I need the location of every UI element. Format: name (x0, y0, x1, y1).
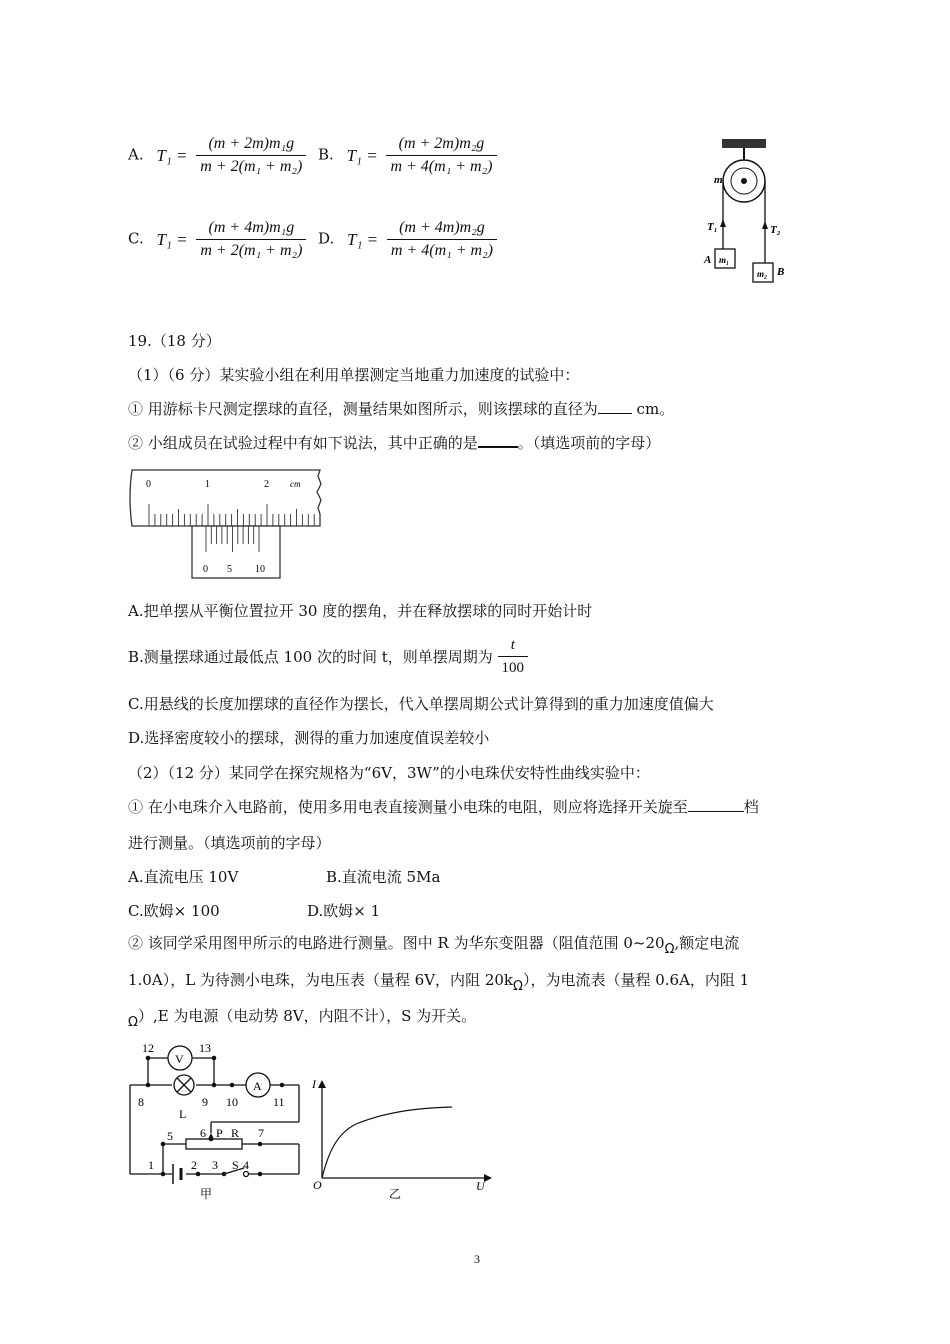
q1-text-end: cm。 (631, 400, 675, 418)
q19-part2-q1 (128, 796, 759, 817)
denominator: m + 2(m₁ + m₂) (200, 242, 303, 259)
u-axis-arrow (484, 1174, 492, 1182)
node-8: 8 (138, 1095, 144, 1109)
option-b-text: B.测量摆球通过最低点 100 次的时间 t，则单摆周期为 (128, 648, 493, 666)
arrow-t1 (720, 219, 726, 227)
origin-label: O (313, 1178, 322, 1192)
numerator: (m + 2m)m₁g (196, 133, 306, 156)
label-m: m (714, 174, 723, 186)
ohm-symbol: Ω (664, 942, 675, 957)
q19-part2-title: （2）（12 分）某同学在探究规格为“6V，3W”的小电珠伏安特性曲线实验中： (128, 764, 650, 782)
switch-label: S (232, 1158, 239, 1172)
lamp-label: L (179, 1107, 187, 1121)
ammeter-label: A (253, 1079, 262, 1093)
option-a-text: A.把单摆从平衡位置拉开 30 度的摆角，并在释放摆球的同时开始计时 (128, 602, 593, 620)
answer-blank[interactable] (598, 413, 632, 414)
q19-part2-q2-line1 (128, 932, 739, 957)
iu-curve (322, 1107, 452, 1178)
period-fraction (498, 634, 529, 679)
p2-q2-text-2b: ），为电流表（量程 0.6A，内阻 1 (522, 971, 750, 989)
figure-label-yi: 乙 (389, 1187, 402, 1201)
vernier-label-0: 0 (203, 564, 208, 575)
node-1: 1 (148, 1158, 154, 1172)
switch-contact (244, 1172, 249, 1177)
q2-text: ② 小组成员在试验过程中有如下说法，其中正确的是 (128, 434, 478, 452)
p2-option-c: C.欧姆× 100 (128, 902, 220, 920)
figure-label-jia: 甲 (200, 1187, 213, 1201)
label-m1: m₁ (719, 255, 730, 265)
vernier-label-5: 5 (227, 564, 232, 575)
page-number: 3 (474, 1252, 480, 1266)
label-m2: m₂ (757, 269, 768, 279)
p2-q2-text-3: ）,E 为电源（电动势 8V，内阻不计），S 为开关。 (137, 1007, 477, 1025)
node-10: 10 (226, 1095, 238, 1109)
answer-blank[interactable] (478, 446, 518, 448)
q1-text: ① 用游标卡尺测定摆球的直径，测量结果如图所示，则该摆球的直径为 (128, 400, 598, 418)
unit-label: cm (290, 479, 301, 489)
formula-fraction (387, 217, 497, 262)
arrow-t2 (762, 221, 768, 229)
circuit-diagram (120, 1036, 310, 1206)
p2-q1-text: ① 在小电珠介入电路前，使用多用电表直接测量小电珠的电阻，则应将选择开关旋至 (128, 798, 688, 816)
node-9: 9 (202, 1095, 208, 1109)
rheostat-label: R (231, 1126, 240, 1140)
pulley-axle (741, 178, 747, 184)
q19-part2-q2-line3 (128, 1005, 476, 1030)
vernier-label-10: 10 (255, 564, 265, 575)
option-c (128, 217, 306, 262)
answer-blank[interactable] (688, 811, 744, 812)
node-5: 5 (167, 1129, 173, 1143)
q19-header: 19.（18 分） (128, 332, 221, 350)
formula-lhs: T₁ = (347, 229, 379, 249)
formula-lhs: T₁ = (156, 229, 188, 249)
option-c-text: C.用悬线的长度加摆球的直径作为摆长，代入单摆周期公式计算得到的重力加速度值偏大 (128, 695, 714, 713)
formula-fraction (196, 133, 306, 178)
formula-lhs: T₁ = (346, 145, 378, 165)
p2-q2-text-b: ,额定电流 (674, 934, 740, 952)
denominator: m + 4(m₁ + m₂) (390, 242, 493, 259)
numerator: (m + 4m)m₂g (387, 217, 497, 240)
denominator: m + 2(m₁ + m₂) (200, 158, 303, 175)
node-6: 6 (200, 1126, 206, 1140)
formula-fraction (386, 133, 496, 178)
option-b (318, 133, 497, 178)
q19-part2-q2-line2 (128, 969, 749, 994)
node-2: 2 (191, 1158, 197, 1172)
denominator: m + 4(m₁ + m₂) (390, 158, 493, 175)
q19-part1-q2 (128, 432, 660, 453)
ohm-symbol: Ω (128, 1015, 138, 1030)
q2-text-end: 。（填选项前的字母） (517, 434, 661, 452)
q19-part2-q1-cont: 进行测量。（填选项前的字母） (128, 834, 331, 852)
p2-q2-text-2a: 1.0A），L 为待测小电珠，为电压表（量程 6V，内阻 20k (128, 971, 514, 989)
option-label: C. (128, 229, 144, 248)
node-13: 13 (199, 1041, 211, 1055)
option-d-text: D.选择密度较小的摆球，测得的重力加速度值误差较小 (128, 729, 490, 747)
node-4: 4 (243, 1158, 249, 1172)
q19-part1-title: （1）（6 分）某实验小组在利用单摆测定当地重力加速度的试验中： (128, 366, 580, 384)
formula-lhs: T₁ = (156, 145, 188, 165)
ceiling (722, 139, 766, 148)
option-d (318, 217, 497, 262)
main-tick-label-0: 0 (146, 479, 151, 490)
pulley-figure (700, 135, 800, 285)
label-t2: T₂ (770, 224, 781, 236)
label-t1: T₁ (707, 221, 718, 233)
label-b: B (777, 266, 785, 278)
node-3: 3 (212, 1158, 218, 1172)
p2-option-b: B.直流电流 5Ma (326, 868, 441, 886)
node-11: 11 (273, 1095, 285, 1109)
voltmeter-label: V (175, 1052, 184, 1066)
p2-option-d: D.欧姆× 1 (307, 902, 381, 920)
option-b-line (128, 634, 528, 679)
rheostat (186, 1139, 242, 1149)
ohm-symbol: Ω (513, 979, 523, 994)
u-axis-label: U (476, 1179, 485, 1193)
option-label: B. (318, 145, 334, 164)
i-axis-arrow (318, 1080, 326, 1088)
main-tick-label-1: 1 (205, 479, 210, 490)
numerator: t (498, 634, 529, 657)
node-12: 12 (142, 1041, 154, 1055)
numerator: (m + 2m)m₂g (386, 133, 496, 156)
slider-label: P (216, 1126, 223, 1140)
option-label: D. (318, 229, 335, 248)
p2-option-a: A.直流电压 10V (128, 868, 239, 886)
node-7: 7 (258, 1126, 264, 1140)
main-tick-label-2: 2 (264, 479, 269, 490)
label-a: A (704, 254, 712, 266)
formula-fraction (196, 217, 306, 262)
option-label: A. (128, 145, 144, 164)
numerator: (m + 4m)m₁g (196, 217, 306, 240)
p2-q1-text-end: 档 (743, 798, 759, 816)
denominator: 100 (501, 660, 525, 676)
option-a (128, 133, 306, 178)
q19-part1-q1 (128, 398, 674, 419)
vernier-caliper (128, 464, 328, 582)
iu-graph (306, 1074, 496, 1204)
i-axis-label: I (312, 1077, 316, 1091)
p2-q2-text: ② 该同学采用图甲所示的电路进行测量。图中 R 为华东变阻器（阻值范围 0~20 (128, 934, 665, 952)
